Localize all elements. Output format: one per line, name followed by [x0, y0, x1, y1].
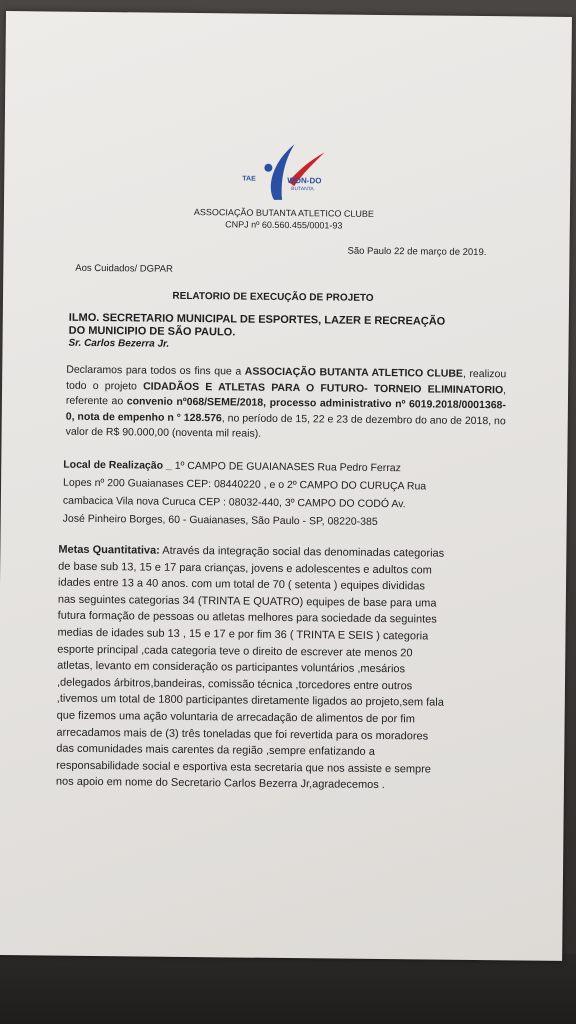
goals-line-15: nos apoio em nome do Secretario Carlos Bezerra Jr,agradecemos . [55, 775, 385, 792]
logo-subtext: BUTANTA [291, 186, 314, 193]
organization-cnpj: CNPJ nº 60.560.455/0001-93 [225, 219, 343, 231]
goals-line-9: ,delegados árbitros,bandeiras, comissão técnica ,torcedores entre outros [56, 676, 413, 693]
location-label: Local de Realização _ [63, 458, 172, 472]
addressee-name: Sr. Carlos Bezerra Jr. [68, 337, 170, 350]
p1-org-name: ASSOCIAÇÃO BUTANTA ATLETICO [244, 365, 424, 380]
goals-line-11: que fizemos uma ação voluntaria de arrecadação de alimentos de por fim [56, 709, 415, 726]
attention-line: Aos Cuidados/ DGPAR [75, 262, 173, 275]
location-line-2: Lopes nº 200 Guaianases CEP: 08440220 , e o 2º CAMPO DO CURUÇA Rua [63, 476, 427, 493]
p1-period: , no período de 15, 22 e 23 de dezembro do ano de 2018, no valor de [65, 411, 506, 439]
goals-line-13: das comunidades mais carentes da região ,sempre enfatizando a [56, 742, 375, 759]
p1-org-name-end: CLUBE [426, 367, 464, 380]
organization-name: ASSOCIAÇÃO BUTANTA ATLETICO CLUBE [193, 207, 374, 219]
p1-value: R$ 90.000,00 (noventa mil reais). [105, 426, 262, 440]
goals-line-14: responsabilidade social e esportiva esta secretaria que nos assiste e sempre [56, 759, 431, 776]
dark-background [0, 954, 576, 1024]
goals-line-6: medias de idades sub 13 , 15 e 17 e por fim 36 ( TRINTA E SEIS ) categoria [57, 626, 429, 643]
p1-text-g: , referente ao [65, 383, 507, 408]
logo-text-left: TAE [242, 175, 256, 183]
p1-convenio: convenio nº068/SEME/2018, [126, 395, 267, 409]
goals-paragraph [56, 542, 519, 796]
goals-line-5: futura formação de pessoas ou atletas melhores para sociedade da seguintes [57, 609, 437, 626]
document-title: RELATORIO DE EXECUÇÃO DE PROJETO [172, 290, 374, 304]
p1-text-a: Declaramos para todos os fins que a [66, 363, 245, 378]
location-line-4: José Pinheiro Borges, 60 - Guaianases, São Paulo - SP, 08220-385 [62, 512, 378, 528]
goals-line-3: idades entre 13 a 40 anos. com um total de 70 ( setenta ) equipes divididas [57, 576, 425, 593]
p1-text-d: , realizou todo o projeto [66, 367, 507, 392]
goals-line-8: atletas, levanto em consideração os participantes voluntários ,mesários [57, 659, 406, 676]
location-paragraph [63, 456, 504, 533]
goals-line-10: ,tivemos um total de 1800 participantes diretamente ligados ao projeto,sem fala [56, 692, 444, 710]
addressee-line-1: ILMO. SECRETARIO MUNICIPAL DE ESPORTES, LAZER E RECREAÇÃO [68, 311, 446, 328]
goals-line-12: arrecadamos mais de (3) três toneladas que foi revertida para os moradores [56, 726, 429, 743]
document-page [0, 11, 572, 961]
goals-line-4: nas seguintes categorias 34 (TRINTA E QUATRO) equipes de base para uma [57, 593, 437, 610]
p1-project-name: CIDADÃOS E ATLETAS PARA O FUTURO- [143, 379, 368, 395]
declaration-paragraph [66, 363, 507, 445]
document-date: São Paulo 22 de março de 2019. [347, 245, 487, 259]
location-line-3: cambacica Vila nova Curuca CEP : 08032-440, 3º CAMPO DO CODÓ Av. [62, 494, 406, 511]
goals-line-2: de base sub 13, 15 e 17 para crianças, jovens e adolescentes e adultos com [58, 560, 432, 577]
location-line-1: 1º CAMPO DE GUAIANASES Rua Pedro Ferraz [171, 459, 401, 475]
p1-empenho: 128.576 [183, 411, 222, 424]
addressee-title [69, 312, 446, 342]
taekwondo-logo [236, 141, 337, 202]
goals-line-7: esporte principal ,cada categoria teve o direito de escrever ate menos 20 [57, 643, 413, 659]
logo-text-right: WON-DO [287, 175, 322, 186]
goals-label: Metas Quantitativa: [58, 543, 160, 557]
goals-line-1: Através da integração social das denominadas categorias [159, 544, 445, 560]
addressee-line-2: DO MUNICIPIO DE SÃO PAULO. [68, 324, 236, 339]
p1-processo: processo administrativo nº 6019.2018/0001368-0, nota de empenho n ° [65, 396, 506, 424]
p1-project-name-end: TORNEIO ELIMINATORIO [373, 382, 504, 396]
